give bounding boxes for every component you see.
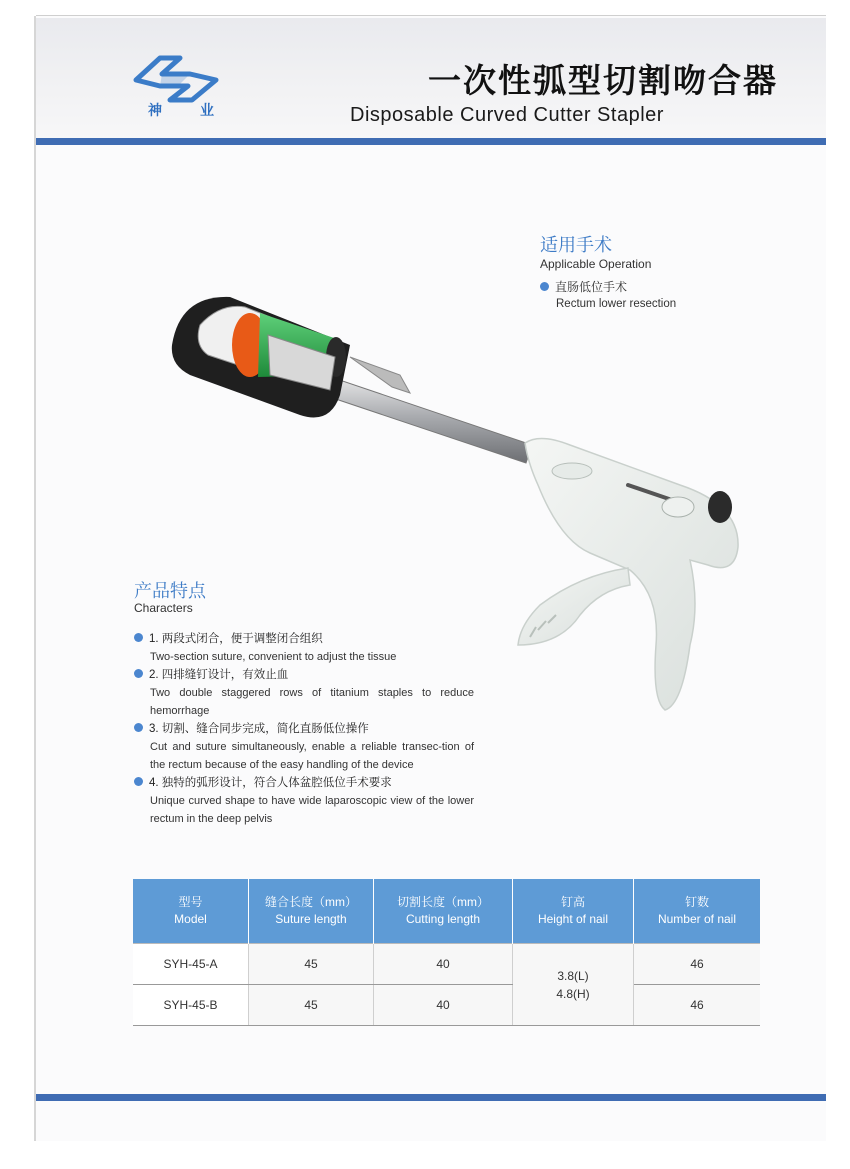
table-row [133, 985, 760, 1026]
header-en: Suture length [275, 912, 347, 926]
height-low: 3.8(L) [557, 968, 589, 983]
bullet-icon [134, 723, 143, 732]
header-suture [249, 879, 374, 944]
logo-char-1: 神 [148, 103, 162, 119]
cell-model: SYH-45-A [133, 944, 249, 985]
char-item-cn: 2. 四排缝钉设计，有效止血 [149, 669, 289, 681]
operation-item-cn: 直肠低位手术 [555, 280, 628, 294]
char-item-en: Two-section suture, convenient to adjust the tissue [150, 651, 397, 663]
list-item [134, 666, 474, 720]
table-row [133, 944, 760, 985]
header-divider [36, 138, 826, 145]
cell-cutting: 40 [374, 944, 513, 985]
characters-title-cn: 产品特点 [134, 581, 206, 602]
logo-text [148, 100, 214, 120]
height-high: 4.8(H) [556, 986, 590, 1001]
cell-model: SYH-45-B [133, 985, 249, 1026]
bullet-icon [134, 633, 143, 642]
header-cn: 钉高 [560, 895, 585, 909]
operation-title-en: Applicable Operation [540, 257, 652, 271]
header-cn: 型号 [178, 895, 203, 909]
char-item-en: Cut and suture simultaneously, enable a reliable transec-tion of the rectum because of the easy handling of the device [150, 741, 474, 771]
cell-number: 46 [634, 944, 761, 985]
char-item-cn: 1. 两段式闭合，便于调整闭合组织 [149, 633, 323, 645]
list-item [134, 774, 474, 828]
list-item [134, 630, 474, 666]
bullet-icon [134, 777, 143, 786]
spec-table [133, 879, 760, 1026]
cell-cutting: 40 [374, 985, 513, 1026]
bullet-icon [134, 669, 143, 678]
operation-title-cn: 适用手术 [540, 235, 612, 256]
header-number [634, 879, 761, 944]
table-header-row [133, 879, 760, 944]
cell-suture: 45 [249, 944, 374, 985]
header-cn: 钉数 [684, 895, 709, 909]
char-item-cn: 4. 独特的弧形设计，符合人体盆腔低位手术要求 [149, 777, 392, 789]
header-model [133, 879, 249, 944]
header-en: Height of nail [537, 912, 609, 926]
characters-list [134, 630, 474, 828]
char-item-en: Two double staggered rows of titanium staples to reduce hemorrhage [150, 687, 474, 717]
char-item-cn: 3. 切割、缝合同步完成，简化直肠低位操作 [149, 723, 369, 735]
cell-number: 46 [634, 985, 761, 1026]
header-cutting [374, 879, 513, 944]
char-item-en: Unique curved shape to have wide laparoscopic view of the lower rectum in the deep pelvis [150, 795, 474, 825]
header-en: Model [174, 912, 207, 926]
characters-title-en: Characters [134, 601, 193, 615]
header-cn: 缝合长度（mm） [265, 895, 357, 909]
header-en: Number of nail [657, 912, 737, 926]
header-en: Cutting length [405, 912, 481, 926]
header-height [513, 879, 634, 944]
page-title-cn: 一次性弧型切割吻合器 [428, 61, 778, 100]
operation-item-en: Rectum lower resection [556, 298, 677, 310]
page-title-en: Disposable Curved Cutter Stapler [350, 104, 664, 126]
logo-char-2: 业 [200, 103, 214, 119]
cell-height-of-nail [513, 944, 634, 1026]
header-cn: 切割长度（mm） [397, 895, 489, 909]
list-item [134, 720, 474, 774]
footer-divider [36, 1094, 826, 1101]
cell-suture: 45 [249, 985, 374, 1026]
